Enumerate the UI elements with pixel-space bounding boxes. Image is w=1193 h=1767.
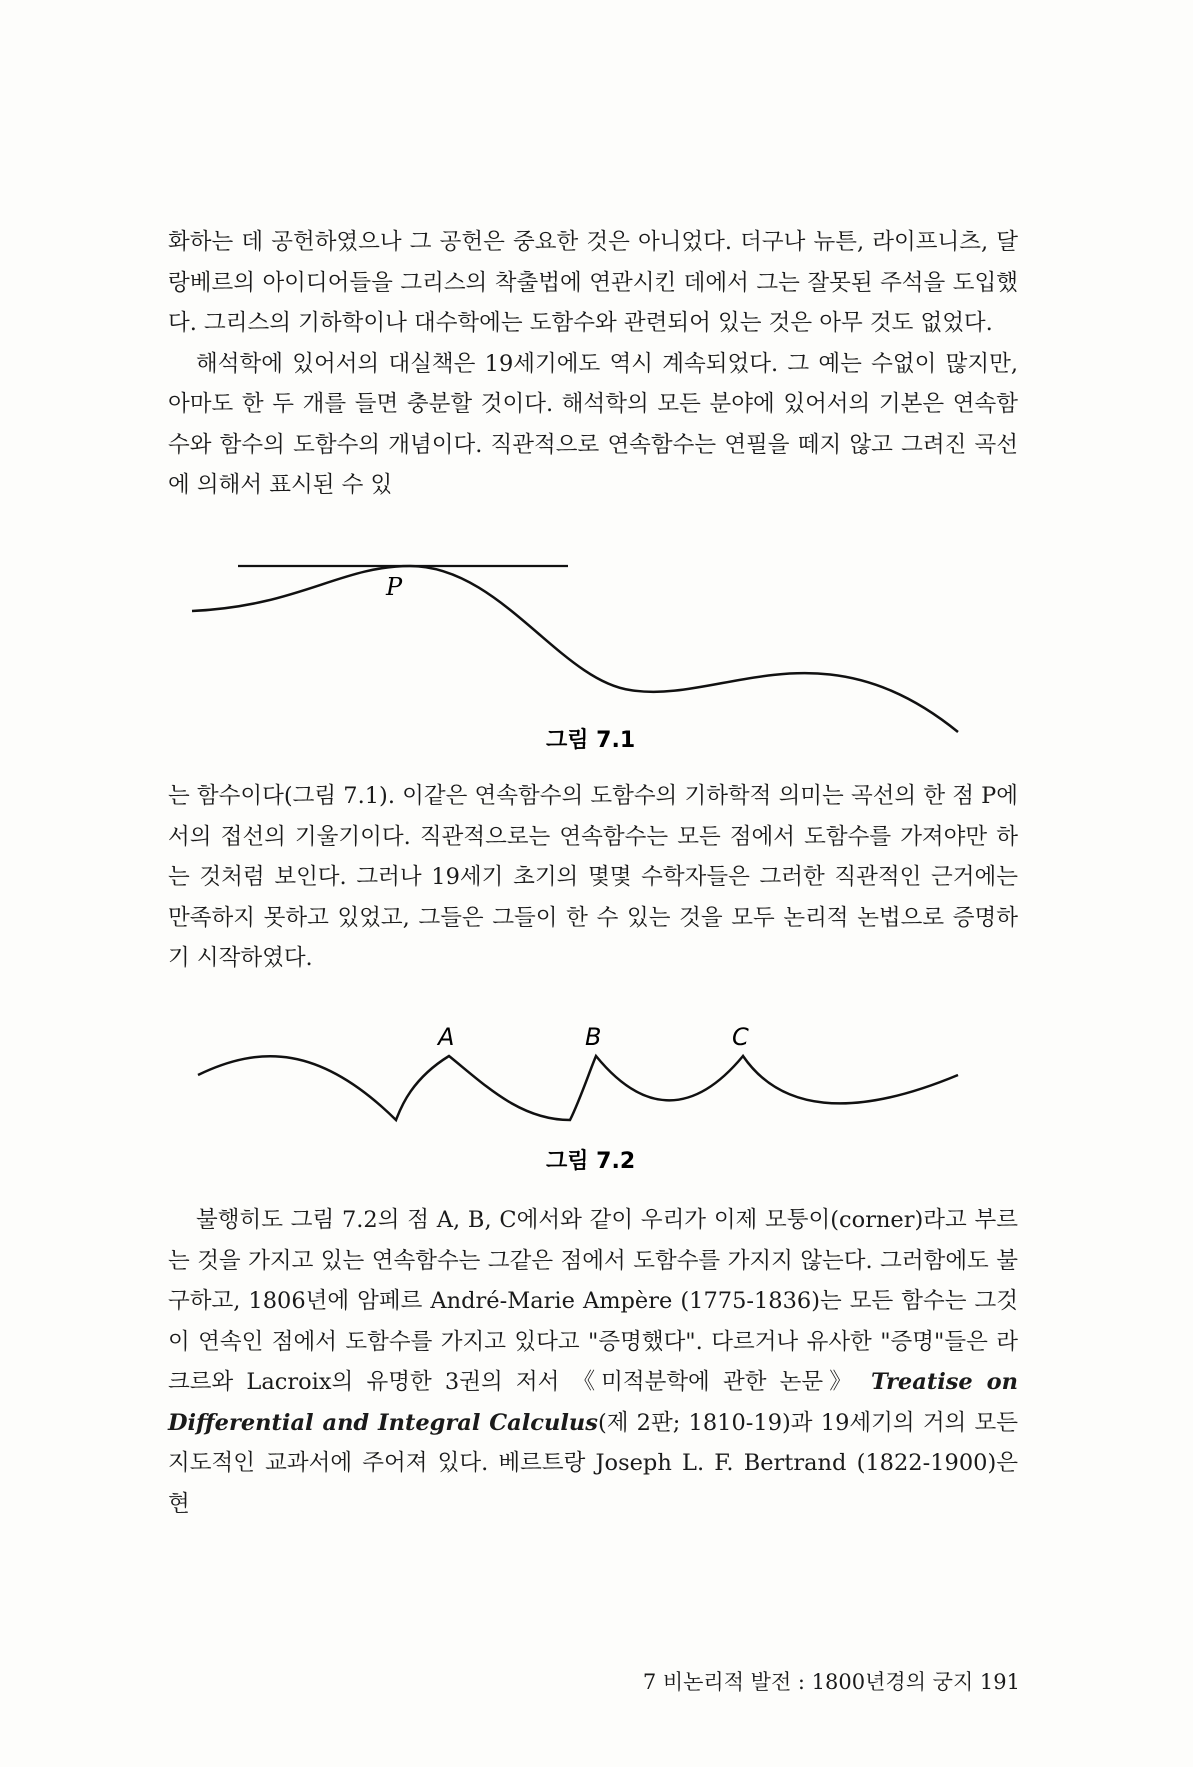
- paragraph-4: [168, 1200, 1018, 1524]
- figure-7-1-caption: 그림 7.1: [546, 728, 636, 753]
- page-footer: 7 비논리적 발전 : 1800년경의 궁지 191: [642, 1670, 1020, 1694]
- paragraph-4-part2: (제 2판; 1810-19)과 19세기의 거의 모든 지도적인 교과서에 주어져 있다. 베르트랑 Joseph L. F. Bertrand (1822-1900)은 현: [168, 1409, 1018, 1517]
- label-b: B: [585, 1023, 602, 1051]
- figure-7-1: [192, 566, 958, 753]
- text-middle: [168, 776, 1018, 979]
- label-c: C: [732, 1023, 749, 1051]
- paragraph-1: 화하는 데 공헌하였으나 그 공헌은 중요한 것은 아니었다. 더구나 뉴튼, 라이프니츠, 달랑베르의 아이디어들을 그리스의 착출법에 연관시킨 데에서 그는 잘못된 주석을 도입했다. 그리스의 기하학이나 대수학에는 도함수와 관련되어 있는 것은 아무 것도 없었다.: [168, 229, 1018, 336]
- text-bottom: [168, 1200, 1018, 1524]
- continuous-curve: [192, 566, 958, 732]
- label-a: A: [438, 1023, 455, 1051]
- book-title: Treatise on Differential and Integral Calculus: [168, 1369, 1018, 1436]
- cornered-curve: [198, 1056, 958, 1120]
- paragraph-4-part1: 불행히도 그림 7.2의 점 A, B, C에서와 같이 우리가 이제 모퉁이(corner)라고 부르는 것을 가지고 있는 연속함수는 그같은 점에서 도함수를 가지지 않는다. 그러함에도 불구하고, 1806년에 암페르 André-Marie Ampère (1775-1836)는 모든 함수는 그것이 연속인 점에서 도함수를 가지고 있다고 "증명했다". 다르거나 유사한 "증명"들은 라크르와 Lacroix의 유명한 3권의 저서 《미적분학에 관한 논문》: [168, 1207, 1018, 1395]
- figure-7-2: [198, 1023, 958, 1174]
- figure-7-2-caption: 그림 7.2: [546, 1149, 636, 1174]
- paragraph-3: 는 함수이다(그림 7.1). 이같은 연속함수의 도함수의 기하학적 의미는 곡선의 한 점 P에서의 접선의 기울기이다. 직관적으로는 연속함수는 모든 점에서 도함수를 가져야만 하는 것처럼 보인다. 그러나 19세기 초기의 몇몇 수학자들은 그러한 직관적인 근거에는 만족하지 못하고 있었고, 그들은 그들이 한 수 있는 것을 모두 논리적 논법으로 증명하기 시작하였다.: [168, 783, 1018, 971]
- paragraph-2: 해석학에 있어서의 대실책은 19세기에도 역시 계속되었다. 그 예는 수없이 많지만, 아마도 한 두 개를 들면 충분할 것이다. 해석학의 모든 분야에 있어서의 기본은 연속함수와 함수의 도함수의 개념이다. 직관적으로 연속함수는 연필을 떼지 않고 그려진 곡선에 의해서 표시된 수 있: [168, 350, 1018, 498]
- point-p-label: P: [386, 573, 403, 601]
